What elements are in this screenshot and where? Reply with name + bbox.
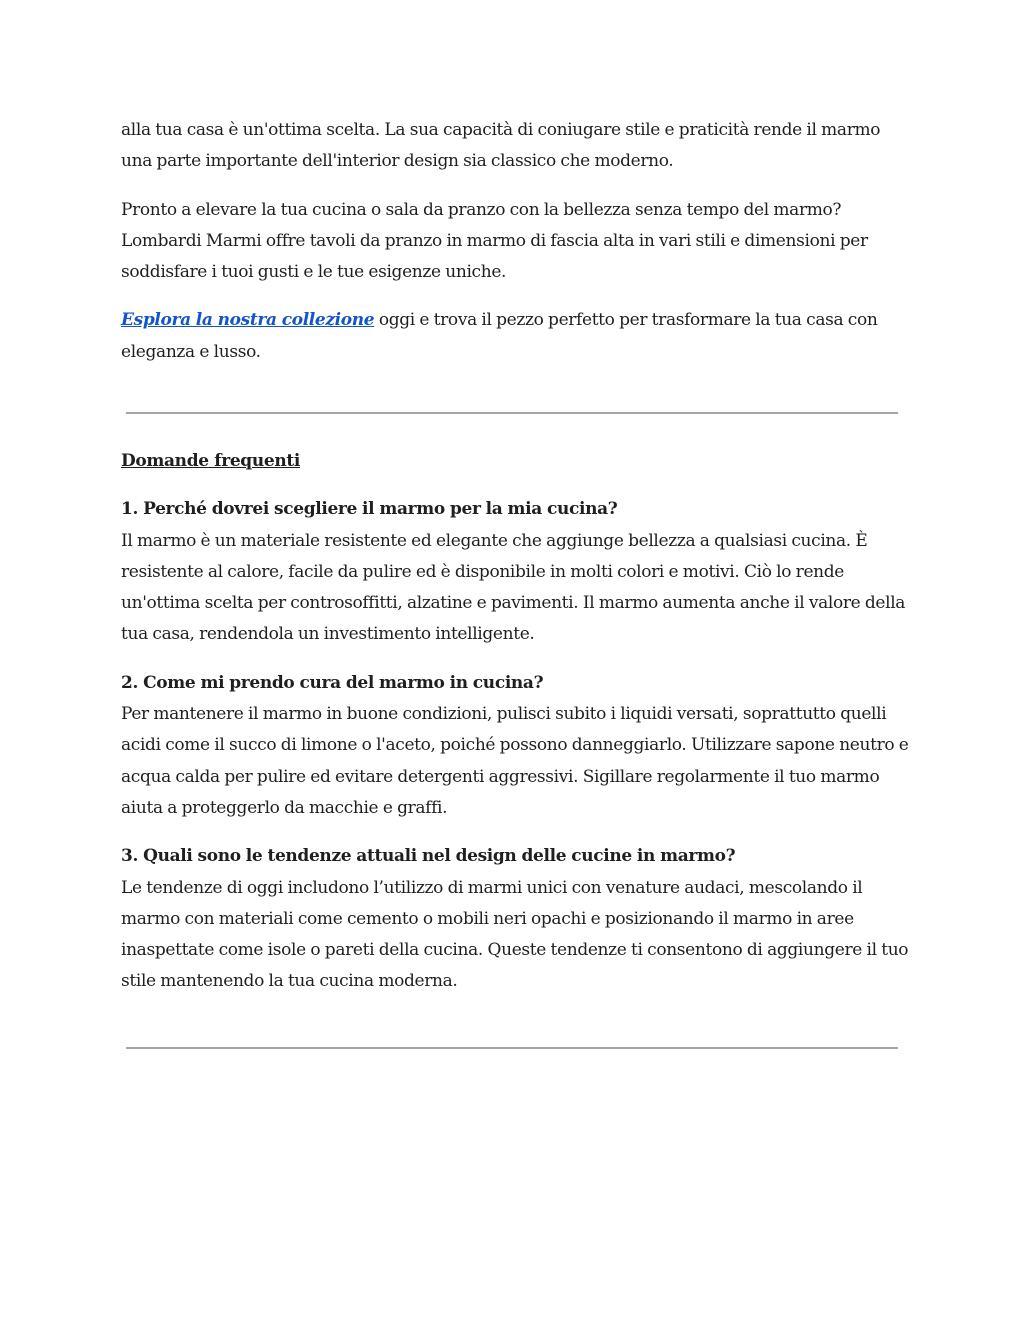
- faq-answer: Le tendenze di oggi includono l’utilizzo di marmi unici con venature audaci, mescolando il marmo con materiali come cemento o mobili neri opachi e posizionando il marmo in aree inaspettate come isole o pareti della cucina. Queste tendenze ti consentono di aggiungere il tuo stile mantenendo la tua cucina moderna.: [121, 877, 909, 992]
- divider-top: [126, 412, 898, 414]
- explore-collection-link[interactable]: Esplora la nostra collezione: [121, 310, 375, 331]
- intro-paragraph-1: alla tua casa è un'ottima scelta. La sua capacità di coniugare stile e praticità rende il marmo una parte importante dell'interior design sia classico che moderno.: [121, 120, 881, 172]
- faq-section: [121, 446, 911, 1015]
- faq-item: [121, 668, 911, 824]
- intro-section: [121, 115, 911, 385]
- cta-paragraph: [121, 305, 911, 368]
- faq-answer: Il marmo è un materiale resistente ed elegante che aggiunge bellezza a qualsiasi cucina. È resistente al calore, facile da pulire ed è disponibile in molti colori e motivi. Ciò lo rende un'ottima scelta per controsoffitti, alzatine e pavimenti. Il marmo aumenta anche il valore della tua casa, rendendola un investimento intelligente.: [121, 530, 906, 645]
- faq-question: 3. Quali sono le tendenze attuali nel design delle cucine in marmo?: [121, 846, 736, 867]
- faq-item: [121, 841, 911, 997]
- faq-question: 1. Perché dovrei scegliere il marmo per la mia cucina?: [121, 499, 618, 520]
- divider-bottom: [126, 1047, 898, 1049]
- cta-text: oggi e trova il pezzo perfetto per trasformare la tua casa con eleganza e lusso.: [121, 310, 878, 362]
- faq-answer: Per mantenere il marmo in buone condizioni, pulisci subito i liquidi versati, soprattutto quelli acidi come il succo di limone o l'aceto, poiché possono danneggiarlo. Utilizzare sapone neutro e acqua calda per pulire ed evitare detergenti aggressivi. Sigillare regolarmente il tuo marmo aiuta a proteggerlo da macchie e graffi.: [121, 704, 909, 818]
- faq-heading: Domande frequenti: [121, 451, 300, 471]
- faq-question: 2. Come mi prendo cura del marmo in cucina?: [121, 672, 544, 693]
- intro-paragraph-2: Pronto a elevare la tua cucina o sala da pranzo con la bellezza senza tempo del marmo? Lombardi Marmi offre tavoli da pranzo in marmo di fascia alta in vari stili e dimensioni per soddisfare i tuoi gusti e le tue esigenze uniche.: [121, 199, 868, 283]
- faq-item: [121, 494, 911, 650]
